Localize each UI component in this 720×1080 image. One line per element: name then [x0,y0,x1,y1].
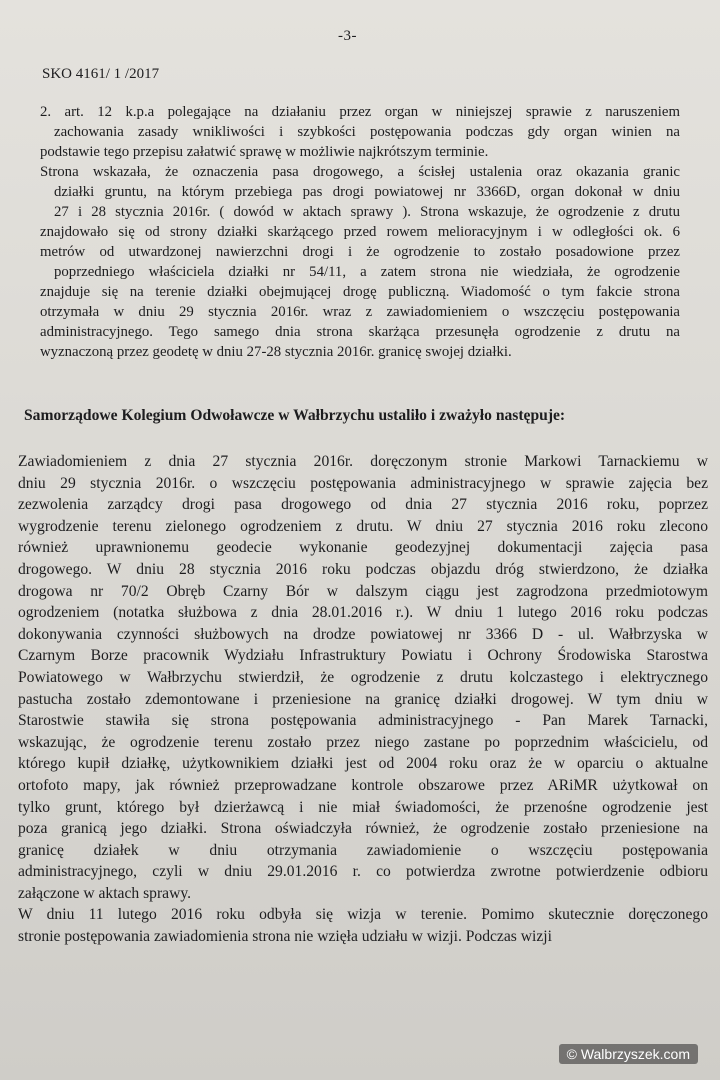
text-line: również uprawnionemu geodecie wykonanie geodezyjnej dokumentacji zajęcia pasa [18,539,708,557]
text-line: drogowa nr 70/2 Obręb Czarny Bór w dalszym ciągu jest zagrodzona przedmiotowym [18,582,708,600]
section-heading: Samorządowe Kolegium Odwoławcze w Wałbrzychu ustaliło i zważyło następuje: [24,407,566,424]
text-line: wskazując, że ogrodzenie terenu zostało przez niego zastane po poprzednim właścicielu, od [18,733,708,751]
text-line: wyznaczoną przez geodetę w dniu 27-28 stycznia 2016r. granicę swojej działki. [40,344,512,360]
text-line: którego kupił działkę, użytkownikiem działki jest od 2004 roku oraz że w oparciu o aktualne [18,755,708,773]
text-line: ogrodzeniem (notatka służbowa z dnia 28.01.2016 r.). W dniu 1 lutego 2016 roku podczas [18,604,708,622]
text-line: załączone w aktach sprawy. [18,884,192,902]
text-line: znajduje się na terenie działki obejmującej drogę publiczną. Wiadomość o tym fakcie strona [40,284,680,300]
text-line: znajdowało się od strony działki skarżącego przed rowem melioracyjnym i w odległości ok. 6 [40,224,680,240]
text-line: Czarnym Borze pracownik Wydziału Infrastruktury Powiatu i Ochrony Środowiska Starostwa [18,647,708,665]
text-line: Zawiadomieniem z dnia 27 stycznia 2016r. doręczonym stronie Markowi Tarnackiemu w [18,453,708,470]
text-line: Powiatowego w Wałbrzychu stwierdził, że ogrodzenie z drutu kolczastego i elektrycznego [18,668,708,686]
text-line: dokonywania czynności służbowych na drodze powiatowej nr 3366 D - ul. Wałbrzyska w [18,625,708,643]
text-line: poza granicą jego działki. Strona oświadczyła również, że ogrodzenie zostało przeniesione na [18,820,708,838]
text-line: zezwolenia zarządcy drogi pasa drogowego od dnia 27 stycznia 2016 roku, poprzez [18,496,708,514]
text-line: poprzedniego właściciela działki nr 54/11, a zatem strona nie wiedziała, że ogrodzenie [54,264,680,280]
text-line: Starostwie stawiła się strona postępowania administracyjnego - Pan Marek Tarnacki, [18,712,708,730]
text-line: działki gruntu, na którym przebiega pas drogi powiatowej nr 3366D, organ dokonał w dniu [54,184,680,200]
text-line: otrzymała w dniu 29 stycznia 2016r. wraz z zawiadomieniem o wszczęciu postępowania [40,304,680,320]
text-line: zachowania zasady wnikliwości i szybkości postępowania podczas gdy organ winien na [54,124,680,140]
text-line: administracyjnego, czyli w dniu 29.01.2016 r. co potwierdza zwrotne potwierdzenie odbioru [18,863,708,881]
complaint-paragraph [40,102,680,362]
text-line: granicę działek w dniu otrzymania zawiadomienie o wszczęciu postępowania [18,841,708,859]
text-line: W dniu 11 lutego 2016 roku odbyła się wizja w terenie. Pomimo skutecznie doręczonego [18,906,708,924]
text-line: stronie postępowania zawiadomienia strona nie wzięła udziału w wizji. Podczas wizji [18,928,552,946]
text-line: drogowego. W dniu 28 stycznia 2016 roku podczas objazdu dróg stwierdzono, że działka [18,560,708,578]
text-line: 27 i 28 stycznia 2016r. ( dowód w aktach sprawy ). Strona wskazuje, że ogrodzenie z drutu [54,204,680,220]
page-number: -3- [338,28,357,44]
text-line: administracyjnego. Tego samego dnia strona skarżąca przesunęła ogrodzenie z drutu na [40,324,680,340]
watermark-text: © Walbrzyszek.com [559,1044,698,1064]
text-line: ortofoto mapy, jak również przeprowadzane kontrole obszarowe przez ARiMR użytkował on [18,776,708,794]
text-line: tylko grunt, którego był dzierżawcą i nie miał świadomości, że przenośne ogrodzenie jest [18,798,708,816]
case-reference: SKO 4161/ 1 /2017 [42,66,160,82]
findings-paragraph [18,451,708,948]
text-line: 2. art. 12 k.p.a polegające na działaniu przez organ w niniejszej sprawie z naruszeniem [40,104,680,120]
text-line: pastucha zostało zdemontowane i przeniesione na granicę działki drogowej. W tym dniu w [18,690,708,708]
text-line: wygrodzenie terenu zielonego ogrodzeniem z drutu. W dniu 27 stycznia 2016 roku zlecono [18,517,708,535]
text-line: Strona wskazała, że oznaczenia pasa drogowego, a ścisłej ustalenia oraz okazania granic [40,164,680,180]
text-line: metrów od utwardzonej nawierzchni drogi i że ogrodzenie to zostało posadowione przez [40,244,680,260]
text-line: dniu 29 stycznia 2016r. o wszczęciu postępowania administracyjnego w sprawie zajęcia bez [18,474,708,492]
text-line: podstawie tego przepisu załatwić sprawę w możliwie najkrótszym terminie. [40,144,489,160]
